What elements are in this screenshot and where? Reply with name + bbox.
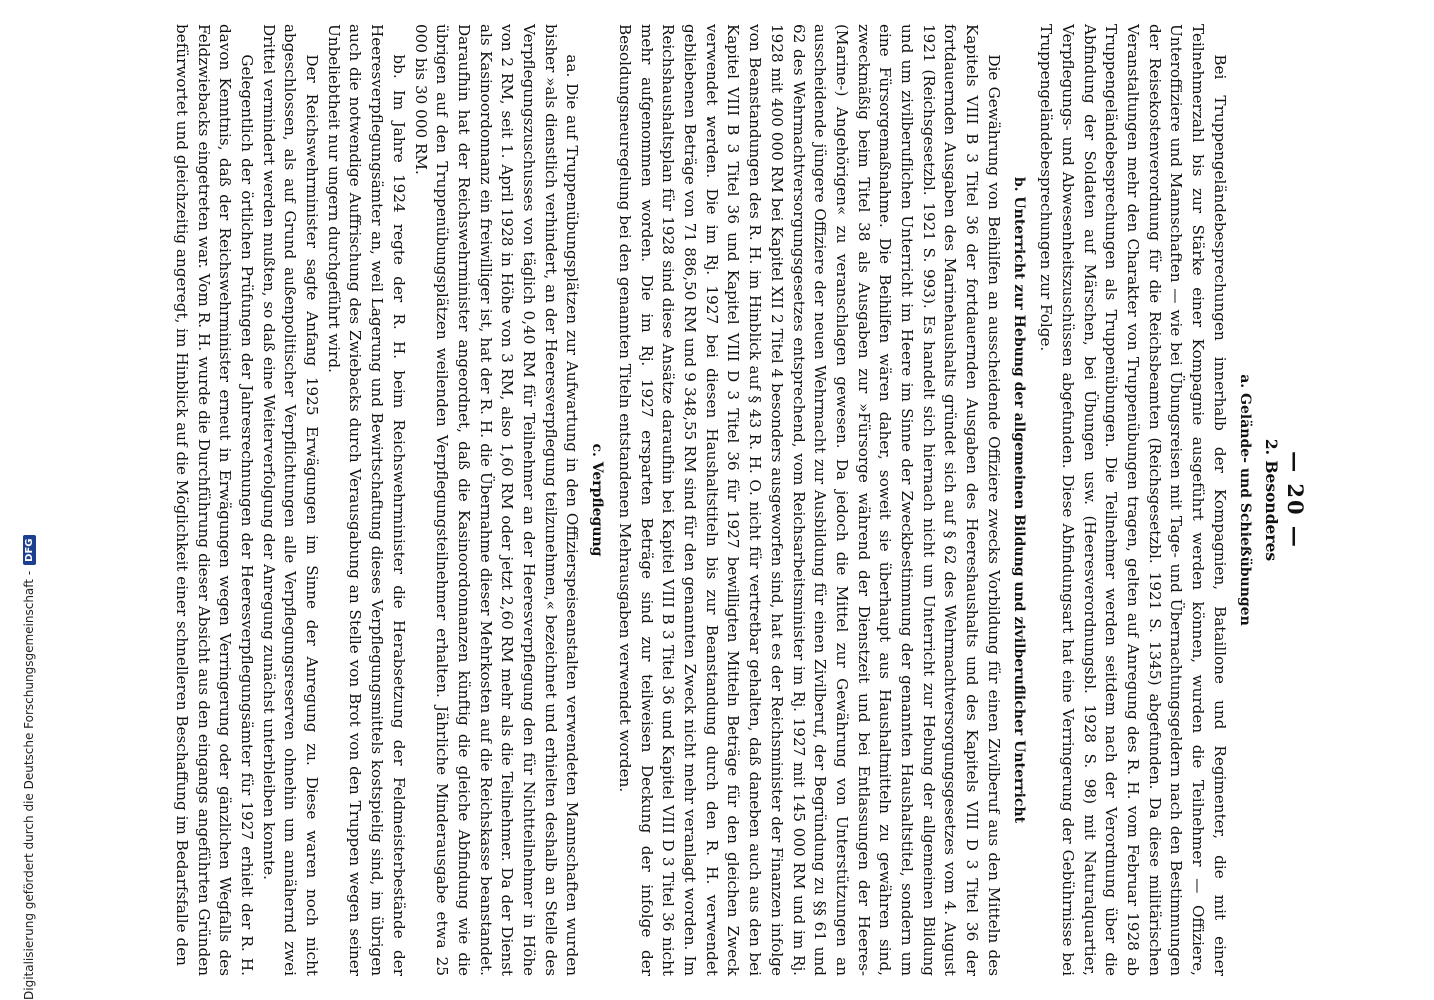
page-number: — 20 — xyxy=(1283,451,1308,549)
rotated-document-page xyxy=(140,0,1320,1000)
digitization-credit xyxy=(18,0,40,1000)
subsection-heading-a: a. Gelände- und Schießübungen xyxy=(1236,374,1253,626)
dfg-logo-icon: DFG xyxy=(23,536,36,565)
credit-text: Digitalisierung gefördert durch die Deutsche Forschungsgemeinschaft - xyxy=(22,570,36,1000)
paragraph: Gelegentlich der örtlichen Prüfungen der Jahresrechnungen der Heeresverpflegungsämter für 1927 erhielt der R. H. davon Kenntnis, daß der Reichswehrminister erneut in Erwägungen wegen Verringerung oder gänzlichen Wegfalls des Feldzwiebacks eingetreten war. Vom R. H. wurde die Durchführung dieser Absicht aus den eingangs angeführten Gründen befürwortet und gleichzeitig angeregt, im Hinblick auf die Möglichkeit einer schnelleren Beschaffung im Bedarfsfalle den xyxy=(172,24,256,976)
paragraph: Die Gewährung von Beihilfen an ausscheidende Offiziere zwecks Vorbildung für einen Zivilberuf aus den Mitteln des Kapitels VIII B 3 Titel 36 der fortdauernden Ausgaben des Heereshaushalts und des Kapitels VIII D 3 Titel 36 der fortdauernden Ausgaben des Marinehaushalts gründet sich auf § 62 des Wehrmachtversorgungsgesetzes vom 4. August 1921 (Reichsgesetzbl. 1921 S. 993). Es handelt sich hiernach nicht um Unterricht zur Hebung der allgemeinen Bildung und um zivilberuflichen Unterricht im Heere im Sinne der Zweckbestimmung der genannten Haushaltstitel, sondern um eine Fürsorgemaßnahme. Die Beihilfen wären daher, soweit sie überhaupt aus Haushaltmitteln zu gewähren sind, zweckmäßig beim Titel 38 als Ausgaben zur »Fürsorge während der Dienstzeit und bei Entlassungen der Heeres- (Marine-) Angehörigen« zu veranschlagen gewesen. Da jedoch die Mittel zur Gewährung von Unterstützungen an ausscheidende jüngere Offiziere der neuen Wehrmacht zur Ausbildung für einen Zivilberuf, der Begründung zu §§ 61 und 62 des Wehrmachtversorgungsgesetzes entsprechend, vom Reichsarbeitsminister im Rj. 1927 mit 145 000 RM und im Rj. 1928 mit 400 000 RM bei Kapitel XII 2 Titel 4 besonders ausgeworfen sind, hat es der Reichsminister der Finanzen infolge von Beanstandungen des R. H. im Hinblick auf § 43 R. H. O. nicht für vertretbar gehalten, daß daneben auch aus den bei Kapitel VIII B 3 Titel 36 und Kapitel VIII D 3 Titel 36 für 1927 bewilligten Mitteln Beträge für den gleichen Zweck verwendet werden. Die im Rj. 1927 bei diesen Haushaltstiteln bis zur Beanstandung durch den R. H. verwendet gebliebenen Beträge von 71 886,50 RM und 9 348,55 RM sind für den genannten Zweck nicht mehr veranlagt worden. Im Reichshaushaltsplan für 1928 sind diese Ansätze daraufhin bei Kapitel VIII B 3 Titel 36 und Kapitel VIII D 3 Titel 36 nicht mehr aufgenommen worden. Die im Rj. 1927 ersparten Beträge sind zur teilweisen Deckung der infolge der Besoldungsneuregelung bei den genannten Titeln entstandenen Mehrausgaben verwendet worden. xyxy=(615,24,1003,976)
subsection-heading-c: c. Verpflegung xyxy=(589,443,606,557)
paragraph: aa. Die auf Truppenübungsplätzen zur Aufwartung in den Offizierspeiseanstalten verwendeten Mannschaften wurden bisher »als dienstlich verhindert, an der Heeresverpflegung teilzunehmen,« bezeichnet und erhielten deshalb an Stelle des Verpflegungszuschusses von täglich 0,40 RM für Teilnehmer an der Heeresverpflegung den für Nichtteilnehmer in Höhe von 2 RM, seit 1. April 1928 in Höhe von 3 RM, also 1,60 RM oder jetzt 2,60 RM mehr als die Teilnehmer. Da der Dienst als Kasinoordonnanz ein freiwilliger ist, hat der R. H. die Übernahme dieser Mehrkosten auf die Reichskasse beanstandet. Daraufhin hat der Reichswehrminister angeordnet, daß die Kasinoordonnanzen künftig die gleiche Abfindung wie die übrigen auf den Truppenübungsplätzen weilenden Verpflegungsteilnehmer erhalten. Jährliche Minderausgabe etwa 25 000 bis 30 000 RM. xyxy=(411,24,582,976)
section-heading: 2. Besonderes xyxy=(1262,438,1282,562)
subsection-heading-b: b. Unterricht zur Hebung der allgemeinen Bildung und zivilberuflicher Unterricht xyxy=(1010,176,1027,824)
paragraph: Der Reichswehrminister sagte Anfang 1925 Erwägungen im Sinne der Anregung zu. Diese waren noch nicht abgeschlossen, als auf Grund außenpolitischer Verpflichtungen alle Verpflegungsreserven ohnehin um annähernd zwei Drittel vermindert werden mußten, so daß eine Weiterverfolgung der Anregung zunächst unterbleiben konnte. xyxy=(259,24,322,976)
paragraph: Bei Truppengeländebesprechungen innerhalb der Kompagnien, Bataillone und Regimenter, die mit einer Teilnehmerzahl bis zur Stärke einer Kompagnie ausgeführt werden können, wurden die Teilnehmer — Offiziere, Unteroffiziere und Mannschaften — wie bei Übungsreisen mit Tage- und Übernachtungsgeldern nach den Bestimmungen der Reisekostenverordnung für die Reichsbeamten (Reichsgesetzbl. 1921 S. 1345) abgefunden. Da diese militärischen Veranstaltungen mehr den Charakter von Truppenübungen tragen, gelten auf Anregung des R. H. vom Februar 1928 ab Truppengeländebesprechungen als Truppenübungen. Die Teilnehmer werden seitdem nach der Verordnung über die Abfindung der Soldaten auf Märschen, bei Übungen usw. (Heeresverordnungsbl. 1928 S. 98) mit Naturalquartier, Verpflegungs- und Abwesenheitszuschüssen abgefunden. Diese Abfindungsart hat eine Verringerung der Gebührnisse bei Truppengeländebesprechungen zur Folge. xyxy=(1037,24,1229,976)
paragraph: bb. Im Jahre 1924 regte der R. H. beim Reichswehrminister die Herabsetzung der Feldmeisterbestände der Heeresverpflegungsämter an, weil Lagerung und Bewirtschaftung dieses Verpflegungsmittels kostspielig sind, im übrigen auch die notwendige Auffrischung des Zwiebacks durch Verausgabung an Stelle von Brot von den Truppen wegen seiner Unbeliebtheit nur ungern durchgeführt wird. xyxy=(324,24,408,976)
